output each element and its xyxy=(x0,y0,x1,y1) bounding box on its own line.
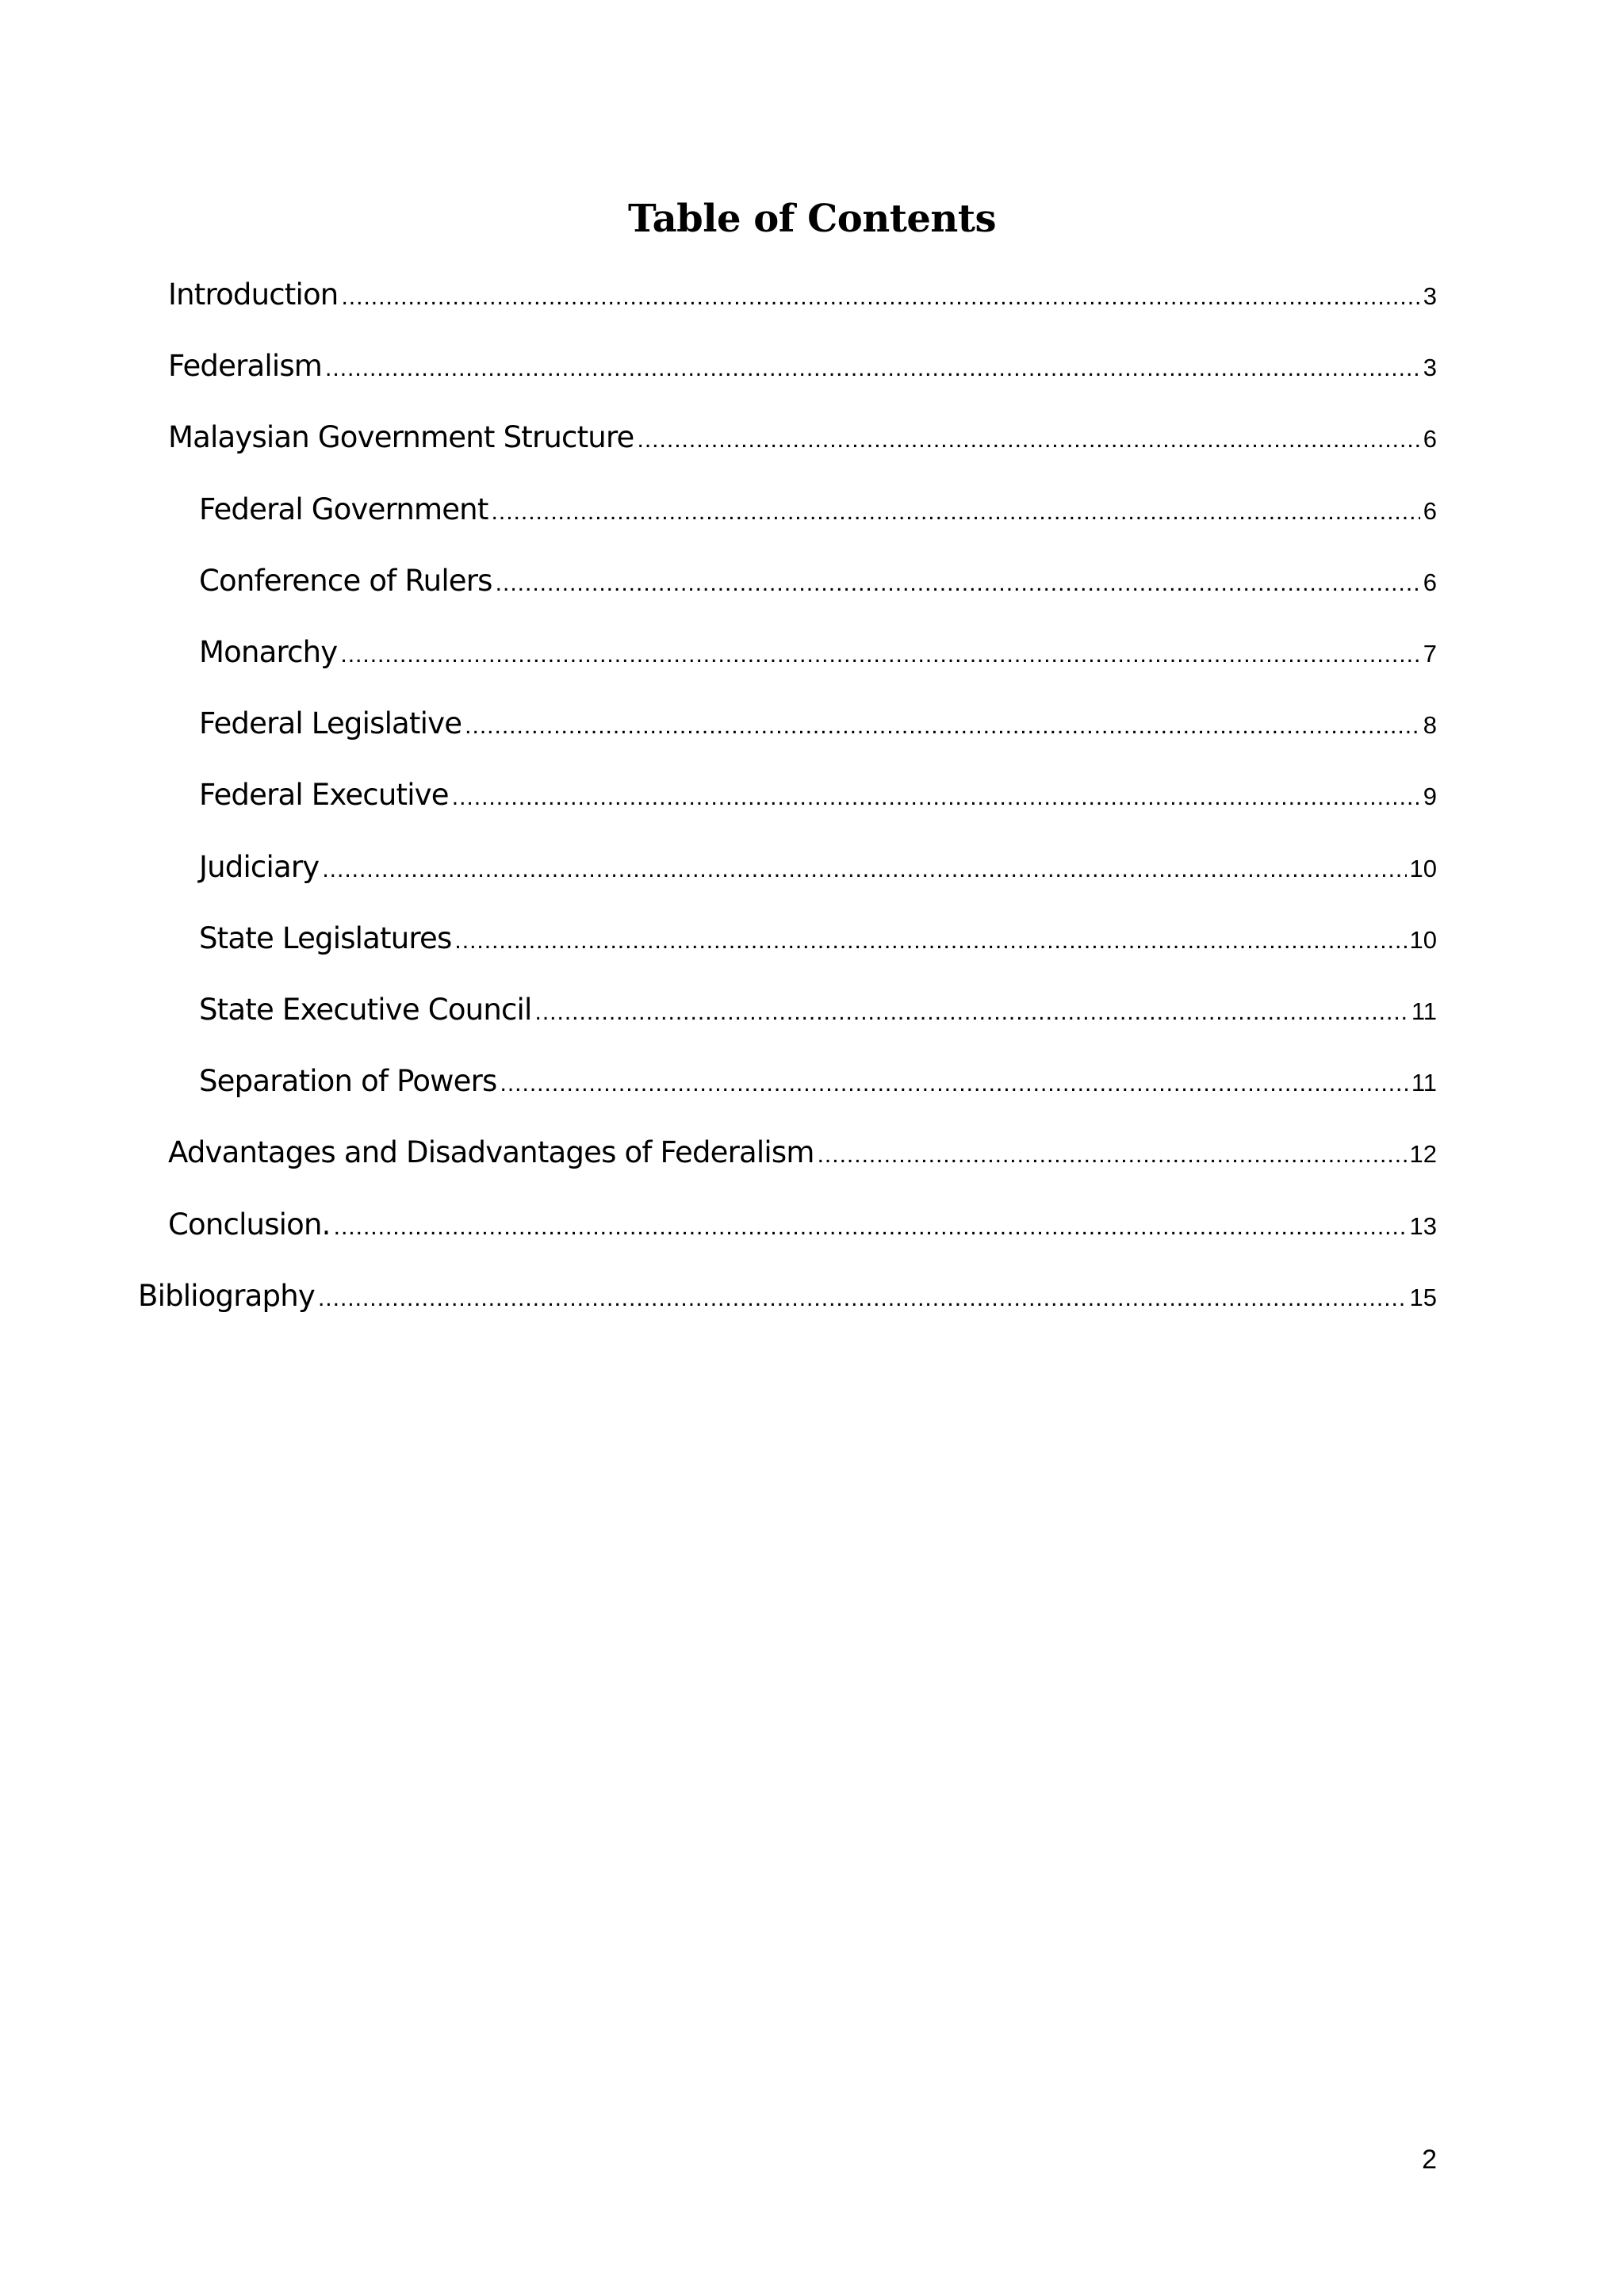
toc-entry-federalism[interactable] xyxy=(168,342,1437,390)
dot-leader xyxy=(341,274,1419,321)
toc-entry-bibliography[interactable] xyxy=(138,1272,1437,1320)
toc-entry-label: Federalism xyxy=(168,349,323,384)
toc-entry-federal-legislative[interactable] xyxy=(199,700,1437,748)
toc-entry-page: 12 xyxy=(1409,1140,1437,1169)
dot-leader xyxy=(492,488,1420,536)
dot-leader xyxy=(454,917,1406,965)
dot-leader xyxy=(496,560,1420,607)
toc-entry-label: State Executive Council xyxy=(199,993,532,1027)
toc-entry-page: 6 xyxy=(1423,496,1437,525)
toc-entry-state-executive-council[interactable] xyxy=(199,986,1437,1034)
toc-entry-label: Monarchy xyxy=(199,635,338,669)
toc-entry-label: Malaysian Government Structure xyxy=(168,420,634,455)
toc-entry-label: Conference of Rulers xyxy=(199,563,492,598)
toc-entry-label: Federal Executive xyxy=(199,778,449,813)
toc-entry-federal-government[interactable] xyxy=(199,486,1437,534)
toc-entry-label: Judiciary xyxy=(199,849,320,884)
toc-entry-introduction[interactable] xyxy=(168,271,1437,319)
toc-entry-conclusion[interactable] xyxy=(168,1201,1437,1249)
page-number: 2 xyxy=(1422,2145,1437,2175)
dot-leader xyxy=(534,989,1408,1036)
toc-entry-monarchy[interactable] xyxy=(199,629,1437,676)
toc-entry-page: 10 xyxy=(1409,854,1437,882)
dot-leader xyxy=(334,1203,1407,1251)
dot-leader xyxy=(318,1275,1407,1322)
dot-leader xyxy=(325,345,1420,392)
toc-entry-label: Bibliography xyxy=(138,1278,315,1313)
dot-leader xyxy=(500,1060,1408,1108)
toc-entry-malaysian-government-structure[interactable] xyxy=(168,414,1437,461)
dot-leader xyxy=(638,416,1420,464)
toc-entry-label: Introduction xyxy=(168,277,339,312)
toc-entry-label: Separation of Powers xyxy=(199,1064,497,1099)
toc-entry-page: 8 xyxy=(1423,711,1437,740)
toc-entry-label: Federal Legislative xyxy=(199,706,462,741)
toc-entry-label: Conclusion. xyxy=(168,1207,331,1242)
toc-entry-page: 10 xyxy=(1409,925,1437,954)
dot-leader xyxy=(322,846,1406,894)
toc-entry-label: State Legislatures xyxy=(199,920,452,955)
toc-entry-page: 11 xyxy=(1411,1069,1437,1097)
toc-entry-federal-executive[interactable] xyxy=(199,771,1437,819)
toc-entry-page: 6 xyxy=(1423,568,1437,596)
toc-entry-label: Federal Government xyxy=(199,492,488,526)
dot-leader xyxy=(465,702,1420,750)
toc-entry-page: 11 xyxy=(1411,997,1437,1025)
dot-leader xyxy=(452,774,1420,821)
toc-entry-page: 6 xyxy=(1423,425,1437,453)
toc-entry-page: 13 xyxy=(1409,1211,1437,1240)
toc-entry-page: 9 xyxy=(1423,783,1437,811)
dot-leader xyxy=(818,1131,1407,1179)
toc-entry-page: 7 xyxy=(1423,640,1437,668)
toc-entry-separation-of-powers[interactable] xyxy=(199,1058,1437,1105)
toc-entry-state-legislatures[interactable] xyxy=(199,915,1437,962)
toc-entry-conference-of-rulers[interactable] xyxy=(199,557,1437,605)
toc-entry-judiciary[interactable] xyxy=(199,844,1437,891)
toc-entry-page: 3 xyxy=(1423,354,1437,382)
page-title: Table of Contents xyxy=(627,197,997,241)
dot-leader xyxy=(340,631,1419,679)
toc-entry-page: 3 xyxy=(1423,282,1437,310)
toc-entry-page: 15 xyxy=(1409,1283,1437,1311)
toc-entry-advantages-and-disadvantages[interactable] xyxy=(168,1129,1437,1177)
toc-entry-label: Advantages and Disadvantages of Federalism xyxy=(168,1135,814,1170)
